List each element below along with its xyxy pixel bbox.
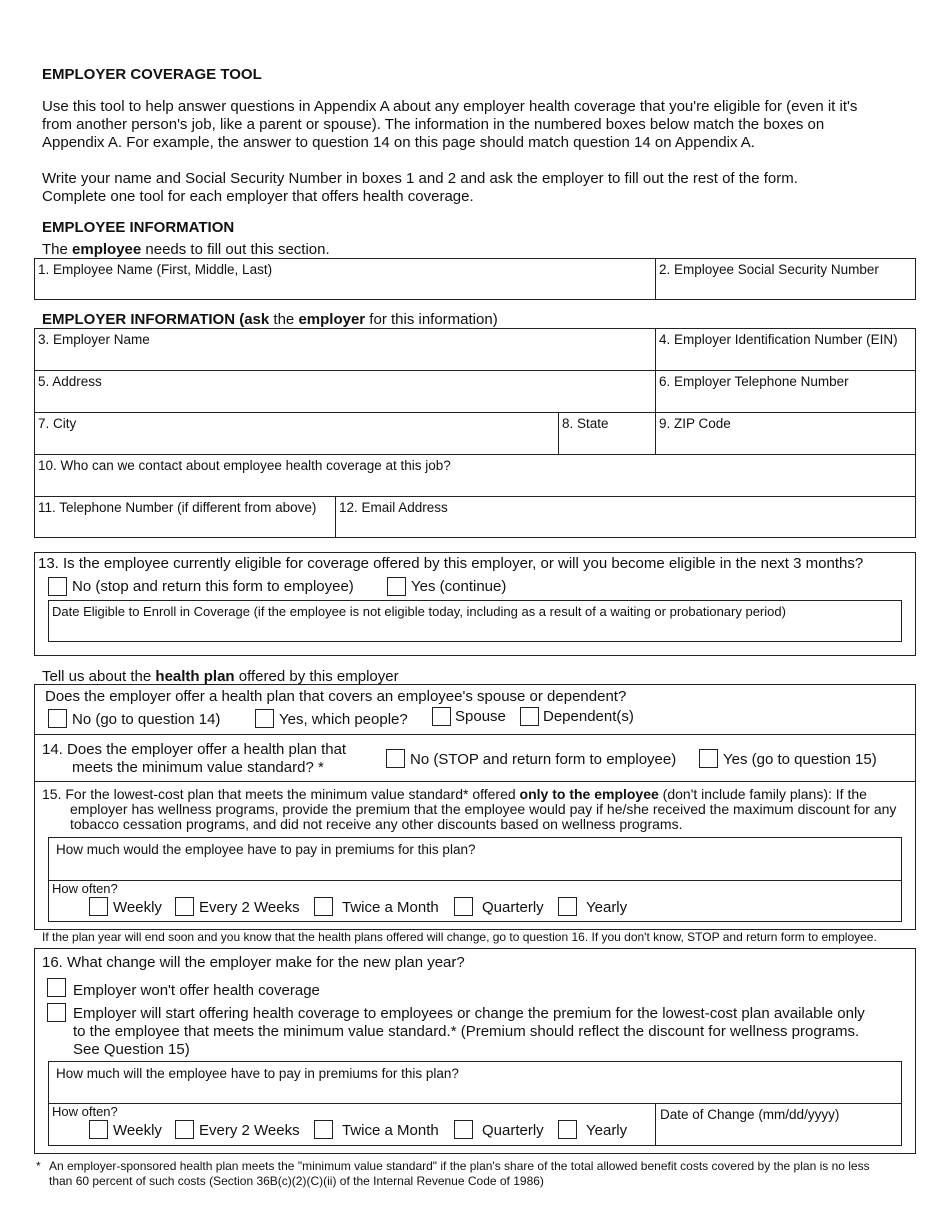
q15-twice-a-month-label: Twice a Month — [342, 899, 439, 916]
q16-quarterly-checkbox[interactable] — [454, 1120, 473, 1139]
page-title: EMPLOYER COVERAGE TOOL — [42, 66, 262, 83]
q16-weekly-label: Weekly — [113, 1122, 162, 1139]
dep-no-label: No (go to question 14) — [72, 711, 221, 728]
q16-quarterly-label: Quarterly — [482, 1122, 544, 1139]
contact-field[interactable]: 10. Who can we contact about employee health coverage at this job? — [38, 458, 451, 473]
city-field[interactable]: 7. City — [38, 416, 77, 431]
q16-yearly-label: Yearly — [586, 1122, 628, 1139]
plan-intro: Tell us about the health plan offered by this employer — [42, 668, 399, 685]
q14-no-label: No (STOP and return form to employee) — [410, 751, 677, 768]
footnote-line: An employer-sponsored health plan meets the "minimum value standard" if the plan's share of the total allowed benefit costs covered by the plan is no less — [49, 1159, 870, 1173]
q15-weekly-label: Weekly — [113, 899, 162, 916]
q15-yearly-checkbox[interactable] — [558, 897, 577, 916]
q16-weekly-checkbox[interactable] — [89, 1120, 108, 1139]
q15-quarterly-checkbox[interactable] — [454, 897, 473, 916]
q13-yes-checkbox[interactable] — [387, 577, 406, 596]
q15-weekly-checkbox[interactable] — [89, 897, 108, 916]
q14-yes-checkbox[interactable] — [699, 749, 718, 768]
employee-ssn-field[interactable]: 2. Employee Social Security Number — [659, 262, 879, 277]
intro-line: Write your name and Social Security Number in boxes 1 and 2 and ask the employer to fill out the rest of the form. — [42, 170, 798, 187]
q14-no-checkbox[interactable] — [386, 749, 405, 768]
dep-no-checkbox[interactable] — [48, 709, 67, 728]
plan-change-note: If the plan year will end soon and you know that the health plans offered will change, go to question 16. If you don't know, STOP and return form to employee. — [42, 930, 877, 944]
q15-premium-field[interactable]: How much would the employee have to pay in premiums for this plan? — [56, 842, 476, 857]
q15-twice-a-month-checkbox[interactable] — [314, 897, 333, 916]
q15-every-2-weeks-checkbox[interactable] — [175, 897, 194, 916]
ein-field[interactable]: 4. Employer Identification Number (EIN) — [659, 332, 898, 347]
q15-question-cont: tobacco cessation programs, and did not receive any other discounts based on wellness programs. — [70, 816, 683, 832]
intro-line: Complete one tool for each employer that offers health coverage. — [42, 188, 474, 205]
q16-yearly-checkbox[interactable] — [558, 1120, 577, 1139]
employee-heading: EMPLOYEE INFORMATION — [42, 219, 235, 236]
q16-twice-a-month-checkbox[interactable] — [314, 1120, 333, 1139]
intro-line: Appendix A. For example, the answer to question 14 on this page should match question 14 on Appendix A. — [42, 134, 755, 151]
zip-field[interactable]: 9. ZIP Code — [659, 416, 731, 431]
q16-every-2-weeks-label: Every 2 Weeks — [199, 1122, 300, 1139]
q16-change-label: Employer will start offering health coverage to employees or change the premium for the lowest-cost plan available only — [73, 1005, 865, 1022]
q16-twice-a-month-label: Twice a Month — [342, 1122, 439, 1139]
email-field[interactable]: 12. Email Address — [339, 500, 448, 515]
q14-question: 14. Does the employer offer a health plan that — [42, 741, 347, 758]
q13-yes-label: Yes (continue) — [411, 578, 507, 595]
q14-yes-label: Yes (go to question 15) — [723, 751, 877, 768]
eligible-date-label: Date Eligible to Enroll in Coverage (if the employee is not eligible today, including as a result of a waiting or probationary period) — [52, 604, 786, 619]
q13-question: 13. Is the employee currently eligible for coverage offered by this employer, or will you become eligible in the next 3 months? — [38, 555, 864, 572]
dependents-label: Dependent(s) — [543, 708, 634, 725]
contact-phone-field[interactable]: 11. Telephone Number (if different from above) — [38, 500, 317, 515]
q15-how-often: How often? — [52, 881, 118, 896]
date-of-change-field[interactable]: Date of Change (mm/dd/yyyy) — [660, 1107, 840, 1122]
q15-yearly-label: Yearly — [586, 899, 628, 916]
q15-question-cont: employer has wellness programs, provide the premium that the employee would pay if he/she received the maximum discount for any — [70, 801, 897, 817]
q16-premium-field[interactable]: How much will the employee have to pay in premiums for this plan? — [56, 1066, 459, 1081]
dependent-question: Does the employer offer a health plan that covers an employee's spouse or dependent? — [45, 688, 627, 705]
q16-how-often: How often? — [52, 1104, 118, 1119]
q15-every-2-weeks-label: Every 2 Weeks — [199, 899, 300, 916]
q13-no-checkbox[interactable] — [48, 577, 67, 596]
q16-change-checkbox[interactable] — [47, 1003, 66, 1022]
q16-no-coverage-label: Employer won't offer health coverage — [73, 982, 320, 999]
q16-no-coverage-checkbox[interactable] — [47, 978, 66, 997]
q16-every-2-weeks-checkbox[interactable] — [175, 1120, 194, 1139]
q13-no-label: No (stop and return this form to employee) — [72, 578, 354, 595]
q16-change-label-cont: to the employee that meets the minimum value standard.* (Premium should reflect the discount for wellness programs. — [73, 1023, 860, 1040]
dependents-checkbox[interactable] — [520, 707, 539, 726]
intro-line: Use this tool to help answer questions in Appendix A about any employer health coverage that you're eligible for (even it it's — [42, 98, 858, 115]
footnote-star: * — [36, 1159, 41, 1173]
employer-name-field[interactable]: 3. Employer Name — [38, 332, 150, 347]
address-field[interactable]: 5. Address — [38, 374, 102, 389]
employee-note: The employee needs to fill out this section. — [42, 241, 330, 258]
q14-question-cont: meets the minimum value standard? * — [72, 759, 324, 776]
dep-yes-label: Yes, which people? — [279, 711, 408, 728]
q16-question: 16. What change will the employer make for the new plan year? — [42, 954, 465, 971]
q16-change-label-cont: See Question 15) — [73, 1041, 190, 1058]
footnote-line: than 60 percent of such costs (Section 36B(c)(2)(C)(ii) of the Internal Revenue Code of 1986) — [49, 1174, 544, 1188]
q15-quarterly-label: Quarterly — [482, 899, 544, 916]
intro-line: from another person's job, like a parent or spouse). The information in the numbered boxes below match the boxes on — [42, 116, 825, 133]
q15-question: 15. For the lowest-cost plan that meets the minimum value standard* offered only to the employee (don't include family plans): If the — [42, 786, 867, 802]
employee-name-field[interactable]: 1. Employee Name (First, Middle, Last) — [38, 262, 273, 277]
spouse-label: Spouse — [455, 708, 506, 725]
employer-phone-field[interactable]: 6. Employer Telephone Number — [659, 374, 849, 389]
employer-heading: EMPLOYER INFORMATION (ask the employer for this information) — [42, 311, 498, 328]
dep-yes-checkbox[interactable] — [255, 709, 274, 728]
spouse-checkbox[interactable] — [432, 707, 451, 726]
state-field[interactable]: 8. State — [562, 416, 609, 431]
